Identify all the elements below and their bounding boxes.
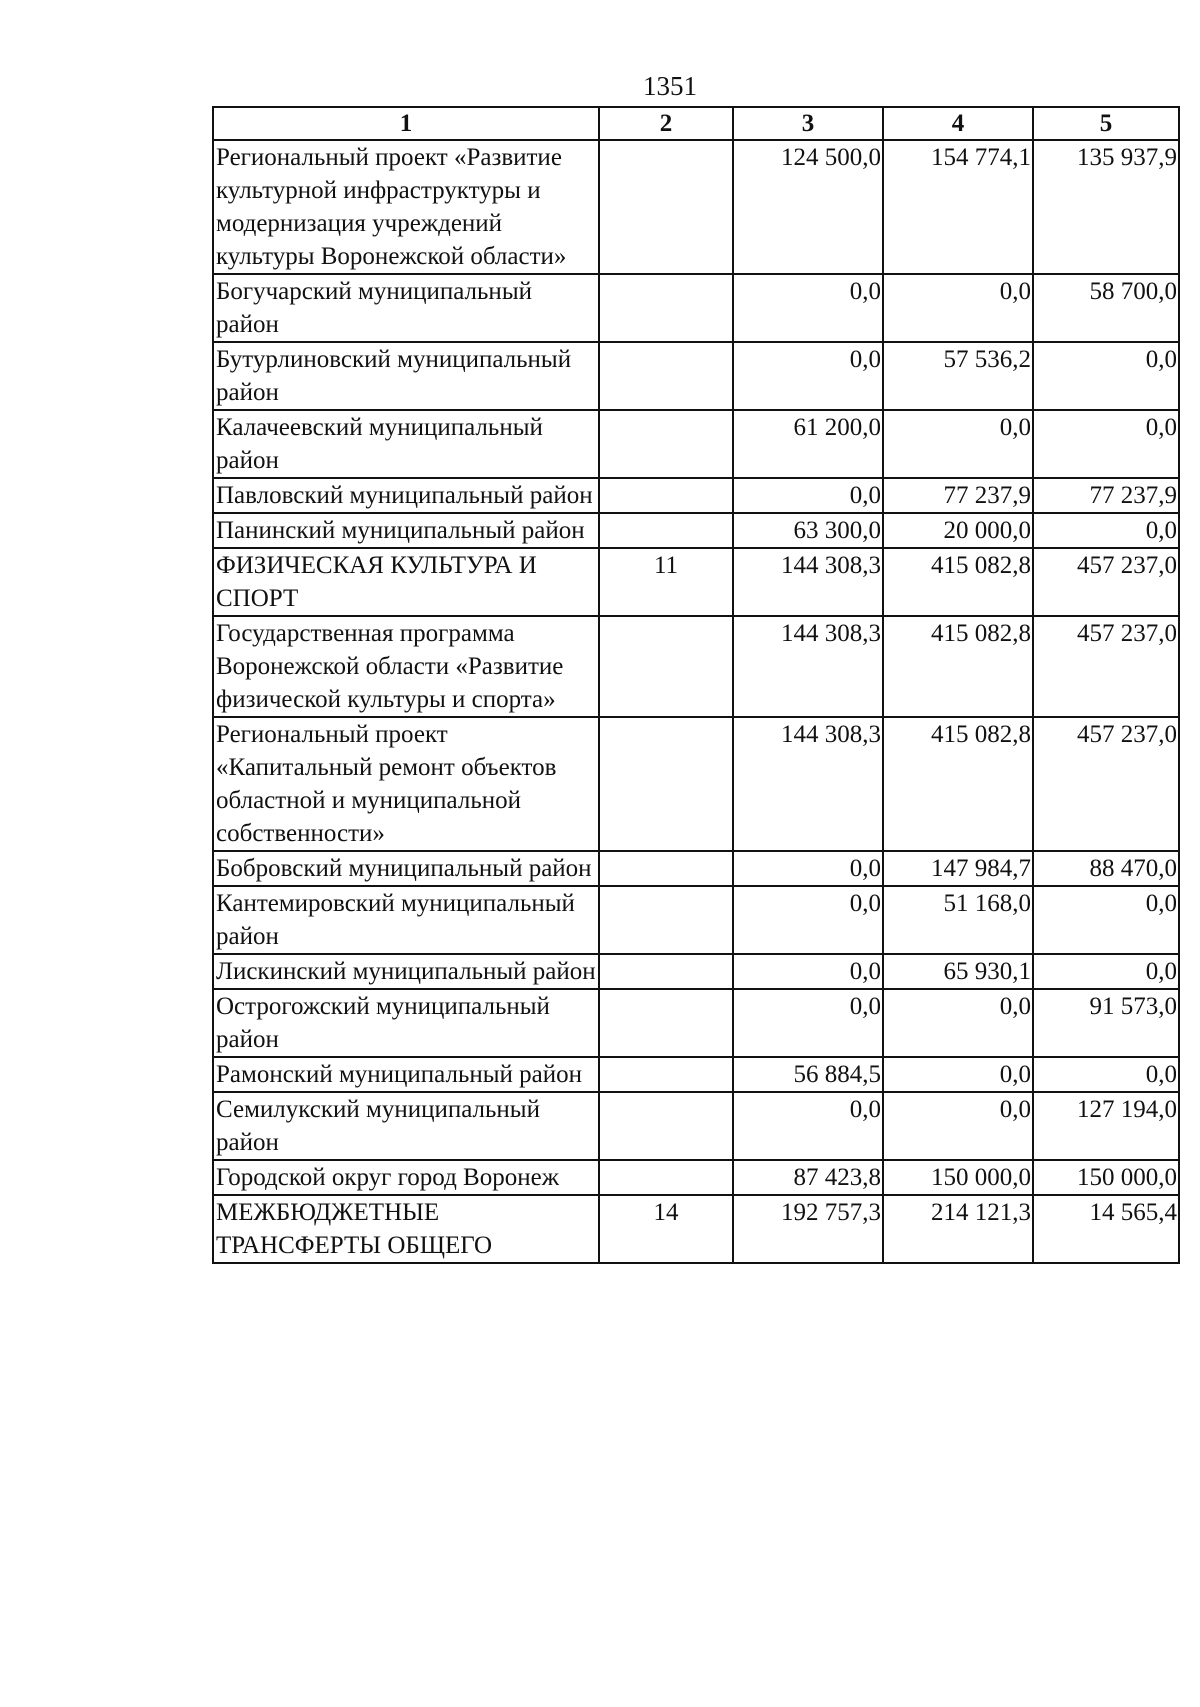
row-code xyxy=(599,886,733,954)
column-header-1: 1 xyxy=(213,107,599,140)
table-row xyxy=(213,851,1179,886)
table-row xyxy=(213,1057,1179,1092)
row-name: Кантемировский муниципальный район xyxy=(213,886,599,954)
row-value-3: 144 308,3 xyxy=(733,548,883,616)
row-value-3: 0,0 xyxy=(733,274,883,342)
row-value-4: 0,0 xyxy=(883,274,1033,342)
row-name: Городской округ город Воронеж xyxy=(213,1160,599,1195)
row-name: Богучарский муниципальный район xyxy=(213,274,599,342)
row-code xyxy=(599,140,733,274)
row-code xyxy=(599,1057,733,1092)
row-value-3: 0,0 xyxy=(733,342,883,410)
row-value-4: 147 984,7 xyxy=(883,851,1033,886)
row-value-4: 154 774,1 xyxy=(883,140,1033,274)
row-code xyxy=(599,851,733,886)
row-value-3: 192 757,3 xyxy=(733,1195,883,1263)
budget-table xyxy=(212,106,1180,1264)
row-value-4: 415 082,8 xyxy=(883,616,1033,717)
row-value-4: 57 536,2 xyxy=(883,342,1033,410)
row-value-5: 150 000,0 xyxy=(1033,1160,1179,1195)
row-value-4: 51 168,0 xyxy=(883,886,1033,954)
row-value-4: 0,0 xyxy=(883,989,1033,1057)
table-row xyxy=(213,478,1179,513)
row-name: Семилукский муниципальный район xyxy=(213,1092,599,1160)
row-value-3: 144 308,3 xyxy=(733,717,883,851)
table-row xyxy=(213,1160,1179,1195)
table-row xyxy=(213,1195,1179,1263)
table-row xyxy=(213,513,1179,548)
row-name: Государственная программа Воронежской области «Развитие физической культуры и спорта» xyxy=(213,616,599,717)
row-value-5: 88 470,0 xyxy=(1033,851,1179,886)
row-code: 11 xyxy=(599,548,733,616)
table-row xyxy=(213,616,1179,717)
row-code xyxy=(599,1092,733,1160)
row-name: Бобровский муниципальный район xyxy=(213,851,599,886)
row-name: Рамонский муниципальный район xyxy=(213,1057,599,1092)
row-value-4: 150 000,0 xyxy=(883,1160,1033,1195)
row-value-4: 415 082,8 xyxy=(883,548,1033,616)
row-code xyxy=(599,274,733,342)
row-value-5: 0,0 xyxy=(1033,410,1179,478)
row-value-3: 0,0 xyxy=(733,478,883,513)
row-value-4: 77 237,9 xyxy=(883,478,1033,513)
row-value-3: 0,0 xyxy=(733,989,883,1057)
column-header-3: 3 xyxy=(733,107,883,140)
row-name: Лискинский муниципальный район xyxy=(213,954,599,989)
row-value-5: 0,0 xyxy=(1033,1057,1179,1092)
row-code: 14 xyxy=(599,1195,733,1263)
row-value-3: 0,0 xyxy=(733,886,883,954)
row-name: МЕЖБЮДЖЕТНЫЕ ТРАНСФЕРТЫ ОБЩЕГО xyxy=(213,1195,599,1263)
row-value-3: 63 300,0 xyxy=(733,513,883,548)
table-row xyxy=(213,342,1179,410)
row-code xyxy=(599,342,733,410)
row-name: Павловский муниципальный район xyxy=(213,478,599,513)
row-name: ФИЗИЧЕСКАЯ КУЛЬТУРА И СПОРТ xyxy=(213,548,599,616)
row-value-4: 0,0 xyxy=(883,410,1033,478)
row-value-4: 415 082,8 xyxy=(883,717,1033,851)
page-number: 1351 xyxy=(643,71,697,101)
row-value-3: 87 423,8 xyxy=(733,1160,883,1195)
row-value-5: 0,0 xyxy=(1033,513,1179,548)
row-code xyxy=(599,954,733,989)
row-code xyxy=(599,717,733,851)
row-value-5: 77 237,9 xyxy=(1033,478,1179,513)
row-name: Региональный проект «Развитие культурной инфраструктуры и модернизация учреждений культуры Воронежской области» xyxy=(213,140,599,274)
row-value-4: 214 121,3 xyxy=(883,1195,1033,1263)
row-value-3: 124 500,0 xyxy=(733,140,883,274)
table-row xyxy=(213,548,1179,616)
row-name: Панинский муниципальный район xyxy=(213,513,599,548)
row-value-5: 457 237,0 xyxy=(1033,717,1179,851)
row-value-3: 0,0 xyxy=(733,1092,883,1160)
row-name: Бутурлиновский муниципальный район xyxy=(213,342,599,410)
row-value-4: 0,0 xyxy=(883,1092,1033,1160)
row-code xyxy=(599,513,733,548)
table-row xyxy=(213,1092,1179,1160)
row-value-5: 135 937,9 xyxy=(1033,140,1179,274)
row-value-5: 91 573,0 xyxy=(1033,989,1179,1057)
row-code xyxy=(599,616,733,717)
table-row xyxy=(213,140,1179,274)
row-value-5: 127 194,0 xyxy=(1033,1092,1179,1160)
row-name: Калачеевский муниципальный район xyxy=(213,410,599,478)
row-value-5: 457 237,0 xyxy=(1033,616,1179,717)
row-value-5: 58 700,0 xyxy=(1033,274,1179,342)
row-value-4: 0,0 xyxy=(883,1057,1033,1092)
row-value-3: 0,0 xyxy=(733,954,883,989)
column-header-2: 2 xyxy=(599,107,733,140)
row-value-5: 14 565,4 xyxy=(1033,1195,1179,1263)
row-value-3: 56 884,5 xyxy=(733,1057,883,1092)
row-name: Острогожский муниципальный район xyxy=(213,989,599,1057)
row-name: Региональный проект «Капитальный ремонт объектов областной и муниципальной собственности» xyxy=(213,717,599,851)
row-value-4: 20 000,0 xyxy=(883,513,1033,548)
row-value-5: 0,0 xyxy=(1033,342,1179,410)
row-value-4: 65 930,1 xyxy=(883,954,1033,989)
table-row xyxy=(213,886,1179,954)
row-value-5: 0,0 xyxy=(1033,886,1179,954)
row-value-5: 457 237,0 xyxy=(1033,548,1179,616)
row-code xyxy=(599,989,733,1057)
column-header-4: 4 xyxy=(883,107,1033,140)
row-value-3: 0,0 xyxy=(733,851,883,886)
row-code xyxy=(599,478,733,513)
row-code xyxy=(599,410,733,478)
row-value-5: 0,0 xyxy=(1033,954,1179,989)
table-row xyxy=(213,989,1179,1057)
table-row xyxy=(213,274,1179,342)
row-code xyxy=(599,1160,733,1195)
row-value-3: 61 200,0 xyxy=(733,410,883,478)
table-row xyxy=(213,410,1179,478)
row-value-3: 144 308,3 xyxy=(733,616,883,717)
table-header-row xyxy=(213,107,1179,140)
column-header-5: 5 xyxy=(1033,107,1179,140)
table-row xyxy=(213,717,1179,851)
table-row xyxy=(213,954,1179,989)
